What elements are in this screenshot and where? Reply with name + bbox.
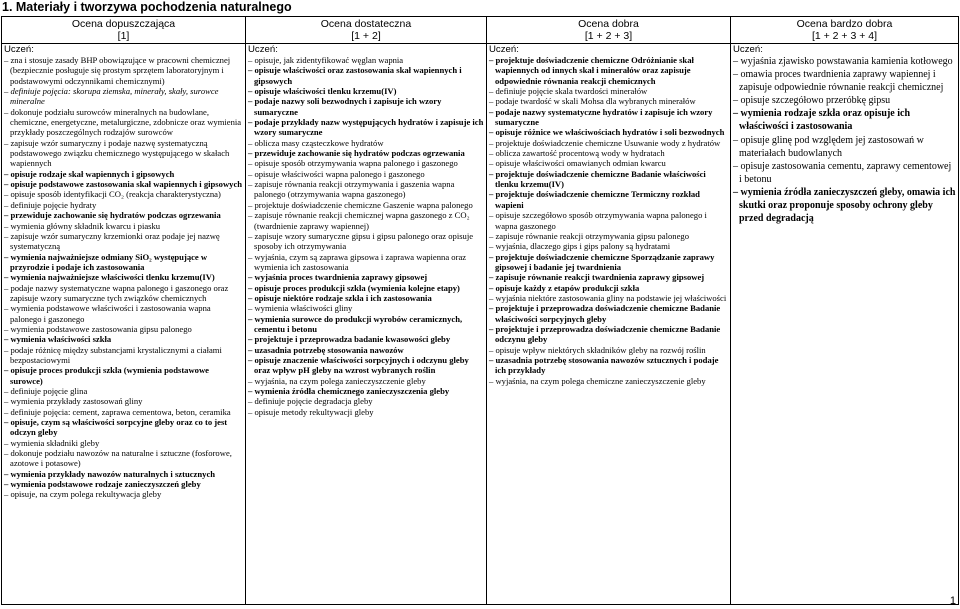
requirement-item: – podaje nazwy systematyczne hydratów i zapisuje ich wzory sumaryczne: [489, 107, 728, 128]
requirement-item: – podaje nazwy systematyczne wapna palonego i gaszonego oraz zapisuje wzory sumaryczne tych związków chemicznych: [4, 283, 243, 304]
requirement-item: – opisuje wpływ niektórych składników gleby na rozwój roślin: [489, 345, 728, 355]
requirement-item: – opisuje różnice we właściwościach hydratów i soli bezwodnych: [489, 127, 728, 137]
column-satisfactory: [246, 44, 487, 605]
requirement-item: – wymienia najważniejsze właściwości tlenku krzemu(IV): [4, 272, 243, 282]
header-scope: [1]: [117, 30, 130, 42]
requirement-item: – opisuje znaczenie właściwości sorpcyjnych i odczynu gleby oraz wpływ pH gleby na wzrost wybranych roślin: [248, 355, 484, 376]
header-grade-satisfactory: [246, 17, 487, 44]
header-grade-very-good: [731, 17, 959, 44]
requirement-item: – uzasadnia potrzebę stosowania nawozów: [248, 345, 484, 355]
header-row: [2, 17, 959, 44]
requirement-item: – opisuje, jak zidentyfikować węglan wapnia: [248, 55, 484, 65]
requirement-item: – projektuje i przeprowadza badanie kwasowości gleby: [248, 334, 484, 344]
requirement-item: – opisuje glinę pod względem jej zastosowań w materiałach budowlanych: [733, 134, 956, 160]
requirement-item: – definiuje pojęcie degradacja gleby: [248, 396, 484, 406]
requirement-item: – projektuje doświadczenie chemiczne Usuwanie wody z hydratów: [489, 138, 728, 148]
requirement-item: – opisuje sposób otrzymywania wapna palonego i gaszonego: [248, 158, 484, 168]
requirement-item: – opisuje każdy z etapów produkcji szkła: [489, 283, 728, 293]
requirement-item: – wyjaśnia, czym są zaprawa gipsowa i zaprawa wapienna oraz wymienia ich zastosowania: [248, 252, 484, 273]
requirement-item: – wyjaśnia, na czym polega chemiczne zanieczyszczenie gleby: [489, 376, 728, 386]
requirement-item: – dokonuje podziału surowców mineralnych na budowlane, chemiczne, energetyczne, metalurgiczne, zdobnicze oraz wymienia przykłady poszczególnych rodzajów surowców: [4, 107, 243, 138]
requirement-item: – opisuje podstawowe zastosowania skał wapiennych i gipsowych: [4, 179, 243, 189]
requirement-item: – opisuje właściwości oraz zastosowania skał wapiennych i gipsowych: [248, 65, 484, 86]
requirement-item: – definiuje pojęcie glina: [4, 386, 243, 396]
requirement-item: – zapisuje równanie reakcji otrzymywania gipsu palonego: [489, 231, 728, 241]
requirement-item: – definiuje pojęcie skala twardości minerałów: [489, 86, 728, 96]
requirement-item: – opisuje, czym są właściwości sorpcyjne gleby oraz co to jest odczyn gleby: [4, 417, 243, 438]
requirement-item: – projektuje i przeprowadza doświadczenie chemiczne Badanie właściwości sorpcyjnych gleby: [489, 303, 728, 324]
requirement-item: – uzasadnia potrzebę stosowania nawozów sztucznych i podaje ich przykłady: [489, 355, 728, 376]
requirement-item: – wymienia właściwości gliny: [248, 303, 484, 313]
column-intro: Uczeń:: [733, 44, 763, 55]
requirement-item: – opisuje, na czym polega rekultywacja gleby: [4, 489, 243, 499]
requirement-item: – podaje nazwy soli bezwodnych i zapisuje ich wzory sumaryczne: [248, 96, 484, 117]
requirement-item: – wymienia źródła chemicznego zanieczyszczenia gleby: [248, 386, 484, 396]
requirement-item: – opisuje sposób identyfikacji CO₂ (reakcja charakterystyczna): [4, 189, 243, 199]
requirements-row: [2, 44, 959, 605]
column-very-good: [731, 44, 959, 605]
requirement-item: – opisuje właściwości tlenku krzemu(IV): [248, 86, 484, 96]
requirement-list: [248, 55, 484, 417]
header-scope: [1 + 2 + 3]: [584, 30, 633, 42]
requirement-item: – opisuje proces produkcji szkła (wymienia kolejne etapy): [248, 283, 484, 293]
requirement-item: – dokonuje podziału nawozów na naturalne i sztuczne (fosforowe, azotowe i potasowe): [4, 448, 243, 469]
requirement-item: – zapisuje wzór sumaryczny krzemionki oraz podaje jej nazwę systematyczną: [4, 231, 243, 252]
requirement-item: – wymienia rodzaje szkła oraz opisuje ich właściwości i zastosowania: [733, 107, 956, 133]
requirement-list: [489, 55, 728, 386]
requirement-item: – wymienia najważniejsze odmiany SiO₂ występujące w przyrodzie i podaje ich zastosowania: [4, 252, 243, 273]
requirement-item: – podaje przykłady nazw występujących hydratów i zapisuje ich wzory sumaryczne: [248, 117, 484, 138]
requirement-item: – projektuje doświadczenie chemiczne Gaszenie wapna palonego: [248, 200, 484, 210]
header-grade-sufficient: [2, 17, 246, 44]
requirement-item: – wymienia źródła zanieczyszczeń gleby, omawia ich skutki oraz proponuje sposoby ochrony gleby przed degradacją: [733, 186, 956, 225]
requirement-item: – wymienia główny składnik kwarcu i piasku: [4, 221, 243, 231]
requirement-item: – podaje twardość w skali Mohsa dla wybranych minerałów: [489, 96, 728, 106]
header-label: Ocena bardzo dobra: [796, 18, 893, 30]
requirement-item: – opisuje szczegółowo sposób otrzymywania wapna palonego i wapna gaszonego: [489, 210, 728, 231]
requirement-item: – wyjaśnia proces twardnienia zaprawy gipsowej: [248, 272, 484, 282]
requirement-item: – opisuje zastosowania cementu, zaprawy cementowej i betonu: [733, 160, 956, 186]
requirement-item: – omawia proces twardnienia zaprawy wapiennej i zapisuje odpowiednie równanie reakcji chemicznej: [733, 68, 956, 94]
requirement-item: – wymienia podstawowe właściwości i zastosowania wapna palonego i gaszonego: [4, 303, 243, 324]
requirement-item: – zapisuje wzór sumaryczny i podaje nazwę systematyczną podstawowego związku chemicznego występującego w skałach wapiennych: [4, 138, 243, 169]
header-grade-good: [487, 17, 731, 44]
requirement-item: – zna i stosuje zasady BHP obowiązujące w pracowni chemicznej (bezpiecznie posługuje się prostym sprzętem laboratoryjnym i podstawowymi odczynnikami chemicznymi): [4, 55, 243, 86]
column-good: [487, 44, 731, 605]
requirement-item: – definiuje pojęcia: skorupa ziemska, minerały, skały, surowce mineralne: [4, 86, 243, 107]
requirement-item: – projektuje i przeprowadza doświadczenie chemiczne Badanie odczynu gleby: [489, 324, 728, 345]
requirement-item: – przewiduje zachowanie się hydratów podczas ogrzewania: [248, 148, 484, 158]
requirement-item: – opisuje rodzaje skał wapiennych i gipsowych: [4, 169, 243, 179]
header-scope: [1 + 2 + 3 + 4]: [811, 30, 878, 42]
requirement-list: [4, 55, 243, 500]
requirement-item: – wymienia przykłady nawozów naturalnych i sztucznych: [4, 469, 243, 479]
column-intro: Uczeń:: [489, 44, 519, 55]
requirement-item: – wyjaśnia, dlaczego gips i gips palony są hydratami: [489, 241, 728, 251]
header-label: Ocena dostateczna: [320, 18, 412, 30]
requirement-item: – oblicza zawartość procentową wody w hydratach: [489, 148, 728, 158]
requirement-item: – definiuje pojęcia: cement, zaprawa cementowa, beton, ceramika: [4, 407, 243, 417]
requirement-list: [733, 55, 956, 225]
requirement-item: – wymienia podstawowe zastosowania gipsu palonego: [4, 324, 243, 334]
requirement-item: – zapisuje równanie reakcji twardnienia zaprawy gipsowej: [489, 272, 728, 282]
header-scope: [1 + 2]: [351, 30, 381, 42]
header-label: Ocena dobra: [578, 18, 639, 30]
requirement-item: – projektuje doświadczenie chemiczne Badanie właściwości tlenku krzemu(IV): [489, 169, 728, 190]
requirement-item: – definiuje pojęcie hydraty: [4, 200, 243, 210]
requirement-item: – wyjaśnia, na czym polega zanieczyszczenie gleby: [248, 376, 484, 386]
requirement-item: – oblicza masy cząsteczkowe hydratów: [248, 138, 484, 148]
column-sufficient: [2, 44, 246, 605]
requirement-item: – projektuje doświadczenie chemiczne Termiczny rozkład wapieni: [489, 189, 728, 210]
requirement-item: – podaje różnicę między substancjami krystalicznymi a ciałami bezpostaciowymi: [4, 345, 243, 366]
requirement-item: – wymienia surowce do produkcji wyrobów ceramicznych, cementu i betonu: [248, 314, 484, 335]
requirement-item: – projektuje doświadczenie chemiczne Odróżnianie skał wapiennych od innych skał i minerałów oraz zapisuje odpowiednie równania reakcji chemicznych: [489, 55, 728, 86]
requirement-item: – opisuje proces produkcji szkła (wymienia podstawowe surowce): [4, 365, 243, 386]
requirement-item: – opisuje metody rekultywacji gleby: [248, 407, 484, 417]
header-label: Ocena dopuszczająca: [71, 18, 176, 30]
requirement-item: – opisuje właściwości wapna palonego i gaszonego: [248, 169, 484, 179]
column-intro: Uczeń:: [4, 44, 34, 55]
requirement-item: – wyjaśnia niektóre zastosowania gliny na podstawie jej właściwości: [489, 293, 728, 303]
requirement-item: – zapisuje równania reakcji otrzymywania i gaszenia wapna palonego (otrzymywania wapna gaszonego): [248, 179, 484, 200]
requirement-item: – zapisuje wzory sumaryczne gipsu i gipsu palonego oraz opisuje sposoby ich otrzymywania: [248, 231, 484, 252]
requirement-item: – wymienia przykłady zastosowań gliny: [4, 396, 243, 406]
grading-criteria-table: [1, 16, 959, 605]
section-title: 1. Materiały i tworzywa pochodzenia naturalnego: [2, 0, 292, 14]
requirement-item: – wymienia podstawowe rodzaje zanieczyszczeń gleby: [4, 479, 243, 489]
requirement-item: – opisuje właściwości omawianych odmian kwarcu: [489, 158, 728, 168]
requirement-item: – zapisuje równanie reakcji chemicznej wapna gaszonego z CO₂ (twardnienie zaprawy wapiennej): [248, 210, 484, 231]
requirement-item: – projektuje doświadczenie chemiczne Sporządzanie zaprawy gipsowej i badanie jej twardnienia: [489, 252, 728, 273]
requirement-item: – wymienia właściwości szkła: [4, 334, 243, 344]
column-intro: Uczeń:: [248, 44, 278, 55]
page-number: 1: [949, 595, 956, 607]
requirement-item: – wymienia składniki gleby: [4, 438, 243, 448]
requirement-item: – wyjaśnia zjawisko powstawania kamienia kotłowego: [733, 55, 956, 68]
requirement-item: – opisuje szczegółowo przeróbkę gipsu: [733, 94, 956, 107]
requirement-item: – przewiduje zachowanie się hydratów podczas ogrzewania: [4, 210, 243, 220]
requirement-item: – opisuje niektóre rodzaje szkła i ich zastosowania: [248, 293, 484, 303]
